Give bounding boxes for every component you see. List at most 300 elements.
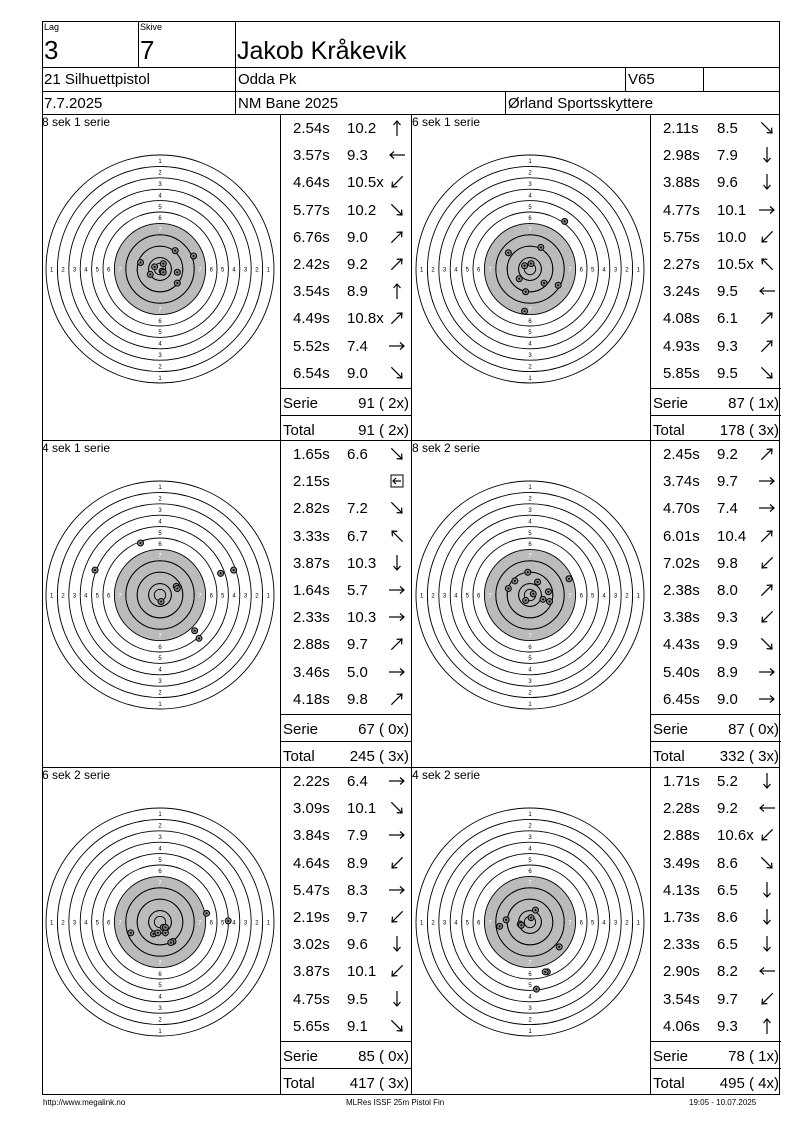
ring-number: 6 <box>209 593 213 600</box>
shot-time: 5.47s <box>293 881 330 899</box>
shot-time: 3.54s <box>293 283 330 301</box>
ring-number: 4 <box>602 593 606 600</box>
ring-number: 7 <box>118 267 122 274</box>
direction-arrow-icon <box>387 664 407 680</box>
ring-number: 4 <box>232 920 236 927</box>
ring-number: 1 <box>528 701 532 708</box>
shot-score: 9.1 <box>347 1017 368 1035</box>
shot-time: 4.70s <box>663 500 700 518</box>
total-row <box>651 415 781 442</box>
ring-number: 4 <box>528 994 532 1001</box>
ring-number: 1 <box>50 920 54 927</box>
shot-center <box>547 591 549 593</box>
shot-time: 2.15s <box>293 473 330 491</box>
total-row <box>281 1068 411 1095</box>
ring-number: 5 <box>95 920 99 927</box>
ring-number: 4 <box>528 519 532 526</box>
ring-number: 7 <box>528 960 532 967</box>
ring-number: 7 <box>568 920 572 927</box>
ring-number: 1 <box>420 267 424 274</box>
shot-row <box>281 904 411 931</box>
lag-label: Lag <box>44 22 60 32</box>
ring-number: 7 <box>488 267 492 274</box>
shot-center <box>507 588 509 590</box>
shot-row <box>281 142 411 169</box>
shot-time: 1.64s <box>293 582 330 599</box>
shot-score: 8.6 <box>717 909 738 926</box>
shot-time: 5.52s <box>293 337 330 355</box>
direction-arrow-icon <box>757 528 777 544</box>
direction-arrow-icon <box>387 773 407 789</box>
ring-number: 3 <box>528 508 532 514</box>
shot-row <box>651 877 781 904</box>
ring-number: 5 <box>528 983 532 990</box>
shot-score: 10.3 <box>347 554 377 572</box>
shot-row <box>281 169 411 196</box>
shot-score: 6.5 <box>717 881 738 899</box>
total-row <box>281 415 411 442</box>
serie-value: 87 ( 1x) <box>728 395 779 412</box>
direction-arrow-icon <box>387 827 407 843</box>
direction-arrow-icon <box>387 283 407 299</box>
shot-center <box>162 263 164 265</box>
ring-number: 5 <box>528 330 532 337</box>
shot-center <box>558 946 560 948</box>
shot-row <box>651 550 781 577</box>
ring-number: 2 <box>158 364 162 371</box>
direction-arrow-icon <box>387 936 407 952</box>
shot-score: 9.3 <box>717 1017 738 1035</box>
ring-number: 7 <box>198 267 202 274</box>
ring-number: 2 <box>158 170 162 177</box>
shot-center <box>176 588 178 590</box>
shot-row <box>651 931 781 958</box>
direction-arrow-icon <box>757 365 777 381</box>
shot-score: 7.4 <box>347 337 368 355</box>
shooting-target <box>412 804 648 1040</box>
shot-score: 7.9 <box>347 827 368 845</box>
serie-row <box>281 388 411 415</box>
ring-number: 4 <box>84 267 88 274</box>
shot-time: 3.46s <box>293 663 330 681</box>
shot-score: 9.3 <box>347 147 368 165</box>
direction-arrow-icon <box>387 800 407 816</box>
total-value: 332 ( 3x) <box>719 748 779 765</box>
ring-number: 3 <box>158 679 162 685</box>
serie-value: 78 ( 1x) <box>728 1048 779 1065</box>
organizer-name: Ørland Sportsskyttere <box>508 95 654 112</box>
ring-number: 6 <box>158 318 162 325</box>
ring-number: 7 <box>488 920 492 927</box>
ring-number: 2 <box>158 496 162 503</box>
shot-time: 5.85s <box>663 364 700 382</box>
shot-time: 6.76s <box>293 228 330 246</box>
serie-row <box>651 1041 781 1068</box>
ring-number: 4 <box>454 920 458 927</box>
ring-number: 7 <box>198 920 202 927</box>
direction-arrow-icon <box>757 473 777 489</box>
shot-row <box>281 631 411 658</box>
shot-score: 7.4 <box>717 500 738 518</box>
ring-number: 7 <box>568 267 572 274</box>
ring-number: 3 <box>613 593 618 600</box>
shot-score: 9.7 <box>717 473 738 491</box>
shot-center <box>157 932 159 934</box>
footer-url[interactable]: http://www.megalink.no <box>43 1098 126 1107</box>
ring-number: 2 <box>158 1017 162 1024</box>
shot-score: 9.8 <box>347 690 368 708</box>
shot-row <box>651 822 781 849</box>
shot-time: 3.57s <box>293 147 330 165</box>
ring-number: 2 <box>61 593 65 600</box>
direction-arrow-icon <box>757 283 777 299</box>
ring-number: 6 <box>477 267 481 274</box>
shot-score: 9.7 <box>347 909 368 926</box>
shot-row <box>281 550 411 577</box>
shot-center <box>524 310 526 312</box>
ring-number: 2 <box>528 364 532 371</box>
ring-number: 4 <box>158 341 162 348</box>
ring-number: 6 <box>477 920 481 927</box>
ring-number: 4 <box>84 920 88 927</box>
shot-center <box>176 271 178 273</box>
shot-row <box>281 986 411 1013</box>
shot-row <box>281 1013 411 1040</box>
event-name: 21 Silhuettpistol <box>44 71 150 88</box>
ring-number: 3 <box>442 920 447 927</box>
ring-number: 2 <box>528 496 532 503</box>
serie-value: 85 ( 0x) <box>358 1048 409 1065</box>
ring-number: 5 <box>221 920 225 927</box>
shot-score: 9.5 <box>717 364 738 382</box>
shot-row <box>281 224 411 251</box>
series-panel <box>411 441 779 768</box>
ring-number: 6 <box>528 318 532 325</box>
series-title: 6 sek 2 serie <box>42 768 111 782</box>
direction-arrow-icon <box>757 338 777 354</box>
ring-number: 4 <box>158 193 162 200</box>
ring-number: 7 <box>158 960 162 967</box>
shot-score: 9.5 <box>717 283 738 301</box>
shot-center <box>153 933 155 935</box>
direction-arrow-icon <box>757 256 777 272</box>
shot-row <box>281 604 411 631</box>
shot-center <box>140 262 142 264</box>
shot-time: 3.33s <box>293 527 330 545</box>
shot-row <box>651 577 781 604</box>
ring-number: 5 <box>158 857 162 864</box>
shot-time: 5.77s <box>293 201 330 219</box>
shot-table <box>280 115 410 442</box>
shot-row <box>651 197 781 224</box>
total-value: 178 ( 3x) <box>719 422 779 439</box>
shot-row <box>651 986 781 1013</box>
ring-number: 1 <box>266 920 270 927</box>
shot-center <box>535 988 537 990</box>
shot-score: 9.2 <box>717 800 738 818</box>
ring-number: 3 <box>72 920 77 927</box>
shot-score: 10.6x <box>717 827 754 845</box>
direction-arrow-icon <box>757 855 777 871</box>
shot-score: 7.2 <box>347 500 368 518</box>
shot-row <box>281 115 411 142</box>
series-panel <box>42 768 410 1095</box>
ring-number: 3 <box>72 593 77 600</box>
shot-score: 8.5 <box>717 120 738 137</box>
shooting-target <box>412 477 648 713</box>
shot-row <box>651 468 781 495</box>
ring-number: 4 <box>454 593 458 600</box>
shot-score: 9.0 <box>347 364 368 382</box>
ring-number: 1 <box>266 267 270 274</box>
ring-number: 5 <box>465 267 469 274</box>
shot-center <box>140 542 142 544</box>
shot-score: 10.5x <box>347 174 384 192</box>
shot-score: 9.6 <box>347 936 368 954</box>
direction-arrow-icon <box>387 528 407 544</box>
direction-arrow-icon <box>757 882 777 898</box>
shot-center <box>527 571 529 573</box>
shot-time: 4.49s <box>293 310 330 328</box>
shot-row <box>651 768 781 795</box>
shot-table <box>650 115 780 442</box>
direction-arrow-icon <box>387 256 407 272</box>
ring-number: 1 <box>158 812 162 819</box>
competition-date: 7.7.2025 <box>44 95 103 112</box>
ring-number: 3 <box>243 593 248 600</box>
ring-number: 1 <box>50 267 54 274</box>
serie-value: 67 ( 0x) <box>358 721 409 738</box>
ring-number: 5 <box>528 204 532 211</box>
shot-time: 2.19s <box>293 909 330 926</box>
ring-number: 5 <box>591 920 595 927</box>
shot-row <box>651 904 781 931</box>
shot-time: 3.24s <box>663 283 700 301</box>
shot-score: 9.6 <box>717 174 738 192</box>
ring-number: 4 <box>528 667 532 674</box>
ring-number: 5 <box>591 267 595 274</box>
shot-center <box>174 250 176 252</box>
ring-number: 3 <box>528 1006 532 1012</box>
shot-time: 3.09s <box>293 800 330 818</box>
ring-number: 7 <box>158 553 162 560</box>
shot-time: 6.45s <box>663 690 700 708</box>
shot-time: 4.08s <box>663 310 700 328</box>
ring-number: 7 <box>488 593 492 600</box>
shot-row <box>281 333 411 360</box>
direction-arrow-icon <box>757 1018 777 1034</box>
shot-score: 9.3 <box>717 337 738 355</box>
serie-row <box>651 388 781 415</box>
ring-number: 1 <box>528 159 532 166</box>
shot-center <box>530 263 532 265</box>
ring-number: 3 <box>613 267 618 274</box>
shot-center <box>537 581 539 583</box>
ring-number: 2 <box>61 267 65 274</box>
direction-arrow-icon <box>757 991 777 1007</box>
shot-time: 3.87s <box>293 963 330 981</box>
serie-label: Serie <box>283 721 319 738</box>
shot-center <box>164 926 166 928</box>
shot-time: 6.01s <box>663 527 700 545</box>
shot-center <box>227 920 229 922</box>
direction-arrow-icon <box>387 229 407 245</box>
shot-time: 2.33s <box>663 936 700 954</box>
ring-number: 2 <box>431 920 435 927</box>
shot-time: 4.75s <box>293 990 330 1008</box>
serie-row <box>281 1041 411 1068</box>
shot-row <box>281 686 411 713</box>
shot-center <box>534 909 536 911</box>
direction-arrow-icon <box>387 338 407 354</box>
shot-score: 8.9 <box>717 663 738 681</box>
ring-number: 2 <box>61 920 65 927</box>
total-value: 417 ( 3x) <box>349 1075 409 1092</box>
shot-center <box>164 932 166 934</box>
shot-time: 4.77s <box>663 201 700 219</box>
shot-time: 3.88s <box>663 174 700 192</box>
ring-number: 3 <box>528 679 532 685</box>
shot-score: 6.5 <box>717 936 738 954</box>
shot-score: 8.6 <box>717 854 738 872</box>
shot-score: 9.0 <box>717 690 738 708</box>
shot-score: 5.2 <box>717 773 738 790</box>
ring-number: 6 <box>579 267 583 274</box>
shot-center <box>154 266 156 268</box>
shot-center <box>518 278 520 280</box>
shot-center <box>525 599 527 601</box>
shot-score: 6.1 <box>717 310 738 328</box>
shot-row <box>651 604 781 631</box>
shot-time: 3.84s <box>293 827 330 845</box>
direction-arrow-icon <box>387 882 407 898</box>
shot-time: 5.65s <box>293 1017 330 1035</box>
direction-arrow-icon <box>757 446 777 462</box>
shot-center <box>548 600 550 602</box>
shot-score: 5.7 <box>347 582 368 599</box>
ring-number: 7 <box>118 593 122 600</box>
shot-row <box>281 523 411 550</box>
ring-number: 1 <box>158 375 162 382</box>
shot-table <box>280 768 410 1095</box>
direction-arrow-icon <box>387 1018 407 1034</box>
direction-arrow-icon <box>757 174 777 190</box>
ring-number: 7 <box>198 593 202 600</box>
shot-row <box>281 850 411 877</box>
ring-number: 1 <box>266 593 270 600</box>
ring-number: 6 <box>528 971 532 978</box>
shot-center <box>520 924 522 926</box>
shot-row <box>281 278 411 305</box>
direction-arrow-icon <box>757 500 777 516</box>
total-value: 245 ( 3x) <box>349 748 409 765</box>
shot-time: 4.06s <box>663 1017 700 1035</box>
shot-row <box>281 305 411 332</box>
direction-arrow-icon <box>387 147 407 163</box>
shot-table <box>650 441 780 768</box>
shot-score: 6.6 <box>347 446 368 463</box>
ring-number: 3 <box>158 508 162 514</box>
ring-number: 6 <box>209 920 213 927</box>
ring-number: 5 <box>158 530 162 537</box>
shot-time: 2.38s <box>663 582 700 599</box>
ring-number: 2 <box>625 920 629 927</box>
total-row <box>651 741 781 768</box>
ring-number: 6 <box>209 267 213 274</box>
direction-arrow-icon <box>757 229 777 245</box>
ring-number: 2 <box>431 267 435 274</box>
ring-number: 5 <box>158 656 162 663</box>
shot-time: 2.27s <box>663 256 700 273</box>
shot-score: 9.3 <box>717 609 738 627</box>
header-divider-1 <box>42 67 780 68</box>
shot-score: 9.9 <box>717 636 738 654</box>
ring-number: 4 <box>158 667 162 674</box>
ring-number: 4 <box>528 846 532 853</box>
direction-arrow-icon <box>757 936 777 952</box>
serie-label: Serie <box>283 1048 319 1065</box>
shot-center <box>193 255 195 257</box>
shot-center <box>499 925 501 927</box>
header-vline-org <box>505 91 506 114</box>
shot-table <box>280 441 410 768</box>
shooting-target <box>42 804 278 1040</box>
shot-center <box>162 271 164 273</box>
shot-row <box>651 659 781 686</box>
series-title: 4 sek 1 serie <box>42 441 111 455</box>
shot-score: 8.9 <box>347 283 368 301</box>
header-divider-2 <box>42 91 780 92</box>
shot-row <box>651 631 781 658</box>
shot-time: 6.54s <box>293 364 330 382</box>
serie-label: Serie <box>653 395 689 412</box>
shot-score: 6.7 <box>347 527 368 545</box>
shooting-target <box>42 151 278 387</box>
ring-number: 4 <box>84 593 88 600</box>
ring-number: 6 <box>107 267 111 274</box>
ring-number: 5 <box>158 983 162 990</box>
shot-time: 3.02s <box>293 936 330 954</box>
shot-row <box>281 251 411 278</box>
direction-arrow-icon <box>387 500 407 516</box>
shot-time: 2.28s <box>663 800 700 818</box>
shot-score: 9.5 <box>347 990 368 1008</box>
ring-number: 3 <box>72 267 77 274</box>
shot-score: 8.2 <box>717 963 738 981</box>
series-title: 6 sek 1 serie <box>412 115 481 129</box>
ring-number: 3 <box>158 1006 162 1012</box>
shot-center <box>540 246 542 248</box>
ring-number: 3 <box>158 182 162 188</box>
direction-arrow-icon <box>757 147 777 163</box>
ring-number: 1 <box>158 1028 162 1035</box>
shot-row <box>651 360 781 387</box>
shot-center <box>530 917 532 919</box>
shot-row <box>651 333 781 360</box>
skive-value: 7 <box>140 35 155 65</box>
shot-time: 2.54s <box>293 120 330 137</box>
shot-row <box>651 305 781 332</box>
header-vline-name <box>235 21 236 114</box>
ring-number: 6 <box>158 216 162 223</box>
ring-number: 3 <box>243 920 248 927</box>
shot-time: 3.49s <box>663 854 700 872</box>
header-vline-class-end <box>703 67 704 91</box>
ring-number: 1 <box>158 485 162 492</box>
ring-number: 1 <box>158 701 162 708</box>
ring-number: 4 <box>158 846 162 853</box>
ring-number: 2 <box>528 1017 532 1024</box>
